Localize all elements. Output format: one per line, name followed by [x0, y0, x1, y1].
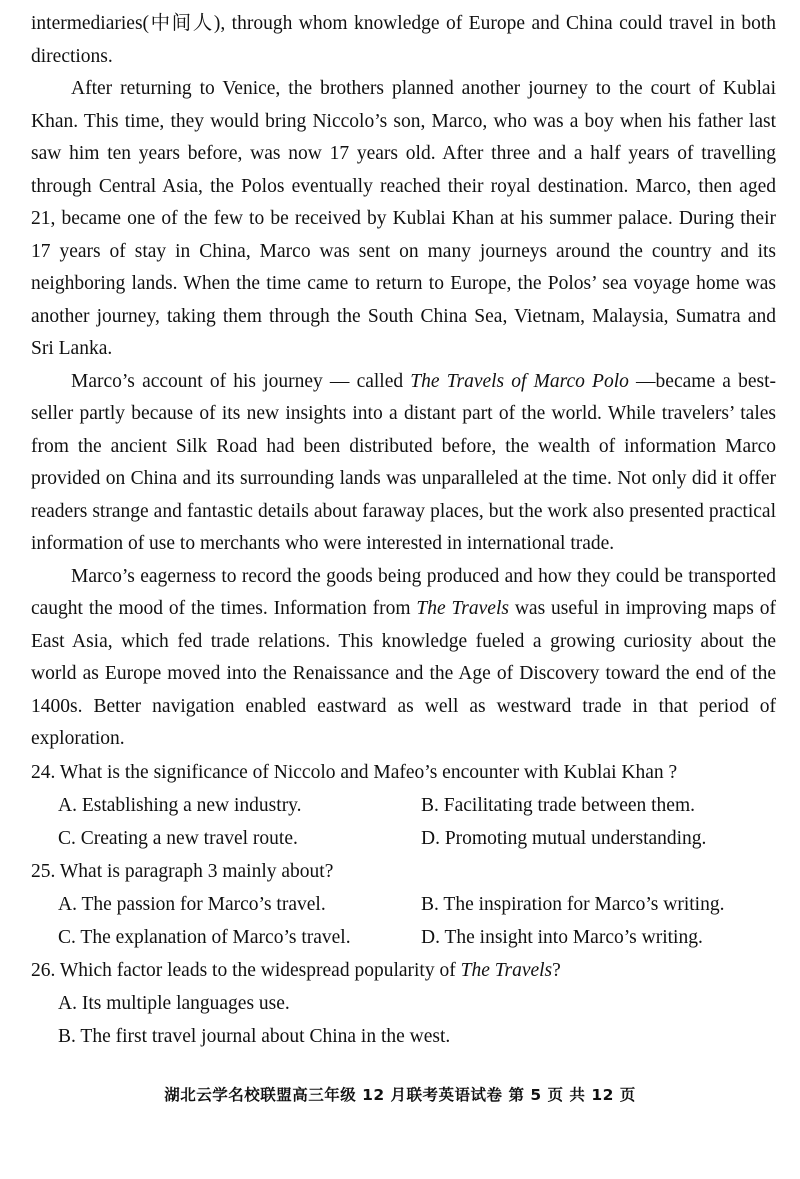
option-24-c: C. Creating a new travel route. — [58, 827, 298, 849]
option-25-c: C. The explanation of Marco’s travel. — [58, 926, 351, 948]
paragraph-continued: intermediaries(中间人), through whom knowledge of Europe and China could travel in both directions. — [31, 13, 776, 67]
question-24-options — [31, 789, 776, 855]
paragraph-2: After returning to Venice, the brothers planned another journey to the court of Kublai Khan. This time, they would bring Niccolo’s son, Marco, who was a boy when his father last saw him ten years before, was now 17 years old. After three and a half years of travelling through Central Asia, the Polos eventually reached their royal destination. Marco, then aged 21, became one of the few to be received by Kublai Khan at his summer palace. During their 17 years of stay in China, Marco was sent on many journeys around the country and its neighboring lands. When the time came to return to Europe, the Polos’ sea voyage home was another journey, taking them through the South China Sea, Vietnam, Malaysia, Sumatra and Sri Lanka. — [31, 78, 776, 359]
paragraph-4-text-b: was useful in improving maps of East Asia, which fed trade relations. This knowledge fueled a growing curiosity about the world as Europe moved into the Renaissance and the Age of Discovery toward the end of the 1400s. Better navigation enabled eastward as well as westward trade in that period of exploration. — [31, 598, 776, 749]
question-25-options — [31, 888, 776, 954]
paragraph-3-text-b: —became a best-seller partly because of its new insights into a distant part of the world. While travelers’ tales from the ancient Silk Road had been distributed before, the wealth of information Marco provided on China and its surrounding lands was unparalleled at the time. Not only did it offer readers strange and fantastic details about faraway places, but the work also presented practical information of use to merchants who were interested in international trade. — [31, 370, 776, 554]
option-25-d: D. The insight into Marco’s writing. — [421, 926, 703, 948]
question-26-stem-b: ? — [552, 959, 561, 981]
paragraph-4-text-a: Marco’s eagerness to record the goods being produced and how they could be transported caught the mood of the times. Information from — [31, 565, 776, 619]
question-26-title: The Travels — [460, 959, 553, 981]
paragraph-3-text-a: Marco’s account of his journey — called — [71, 370, 411, 392]
question-25 — [31, 855, 776, 954]
paragraph-3 — [31, 366, 776, 561]
question-26 — [31, 954, 776, 1053]
book-title: The Travels of Marco Polo — [410, 370, 629, 392]
question-26-stem — [31, 954, 776, 987]
question-24 — [31, 756, 776, 855]
option-24-b: B. Facilitating trade between them. — [421, 794, 695, 816]
question-26-stem-a: 26. Which factor leads to the widespread popularity of — [31, 959, 461, 981]
book-title-short: The Travels — [416, 598, 509, 619]
option-26-b: B. The first travel journal about China in the west. — [58, 1025, 451, 1047]
option-25-a: A. The passion for Marco’s travel. — [58, 893, 326, 915]
page-footer: 湖北云学名校联盟高三年级 12 月联考英语试卷 第 5 页 共 12 页 — [164, 1086, 636, 1104]
option-24-a: A. Establishing a new industry. — [58, 794, 302, 816]
document-page — [31, 8, 776, 1053]
option-24-d: D. Promoting mutual understanding. — [421, 827, 707, 849]
paragraph-4 — [31, 561, 776, 756]
option-25-b: B. The inspiration for Marco’s writing. — [421, 893, 725, 915]
question-24-stem: 24. What is the significance of Niccolo and Mafeo’s encounter with Kublai Khan ? — [31, 761, 678, 783]
option-26-a: A. Its multiple languages use. — [58, 992, 290, 1014]
question-25-stem: 25. What is paragraph 3 mainly about? — [31, 860, 334, 882]
